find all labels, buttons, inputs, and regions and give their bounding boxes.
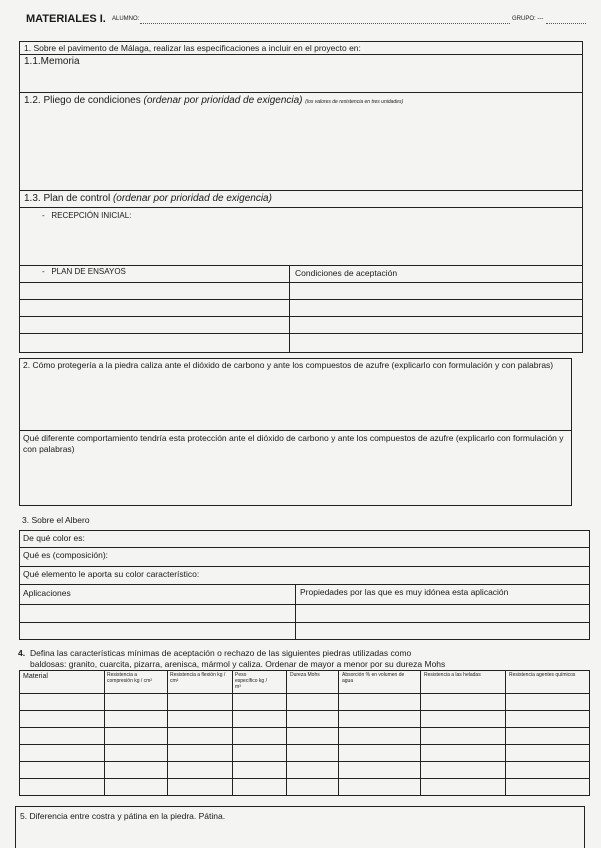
page-title: MATERIALES I. [26,13,106,25]
condiciones-aceptacion: Condiciones de aceptación [295,268,398,278]
q1-memoria: 1.1.Memoria [24,56,80,67]
recepcion-answer[interactable] [20,222,582,264]
q1-pliego: 1.2. Pliego de condiciones (ordenar por prioridad de exigencia) (los valores de resistencia en tres unidades) [24,95,404,106]
q1-plan-control: 1.3. Plan de control (ordenar por prioridad de exigencia) [24,193,272,204]
grupo-label: GRUPO: --- [512,16,544,22]
plan-ensayos: - PLAN DE ENSAYOS [42,267,126,276]
q2-question-2: Qué diferente comportamiento tendría esta protección ante el dióxido de carbono y ante los compuestos de azufre (explicarlo con formulación y con palabras) [23,433,564,454]
pliego-answer[interactable] [20,110,582,190]
q4-number: 4. [18,648,26,658]
q1-heading: 1. Sobre el pavimento de Málaga, realizar las especificaciones a incluir en el proyecto en: [24,43,361,53]
col-dureza-mohs: Dureza Mohs [290,672,320,678]
memoria-answer[interactable] [20,68,582,92]
col-resistencia-compresion: Resistencia a compresión kg / cm² [107,672,153,684]
col-material: Material [23,673,48,680]
albero-elemento: Qué elemento le aporta su color característico: [23,569,200,579]
pliego-note: (los valores de resistencia en tres unidades) [305,99,404,105]
grupo-field[interactable] [546,23,586,24]
q2-question: 2. Cómo protegería a la piedra caliza ante el dióxido de carbono y ante los compuestos de azufre (explicarlo con formulación y con palabras) [23,360,554,370]
q4-heading-line1: Defina las características mínimas de aceptación o rechazo de las siguientes piedras utilizadas como [30,648,412,658]
q3-heading: 3. Sobre el Albero [22,515,90,525]
albero-propiedades: Propiedades por las que es muy idónea esta aplicación [300,587,509,597]
albero-aplicaciones: Aplicaciones [23,588,71,598]
albero-composicion: Qué es (composición): [23,550,109,560]
col-agentes-quimicos: Resistencia agentes químicos [509,672,576,678]
recepcion-inicial: - RECEPCIÓN INICIAL: [42,211,132,220]
col-resistencia-flexion: Resistencia a flexión kg / cm² [170,672,226,684]
q4-heading-line2: baldosas: granito, cuarcita, pizarra, arenisca, mármol y caliza. Ordenar de mayor a menor por su dureza Mohs [30,659,446,669]
col-absorcion: Absorción % en volumen de agua [342,672,405,684]
section-2 [19,358,572,506]
col-heladas: Resistencia a las heladas [424,672,481,678]
col-peso-especifico: Peso específico kg / m³ [235,672,267,690]
alumno-field[interactable] [140,23,510,24]
q5-question: 5. Diferencia entre costra y pátina en la piedra. Pátina. [20,811,226,821]
alumno-label: ALUMNO: [112,16,140,22]
albero-color: De qué color es: [23,533,85,543]
